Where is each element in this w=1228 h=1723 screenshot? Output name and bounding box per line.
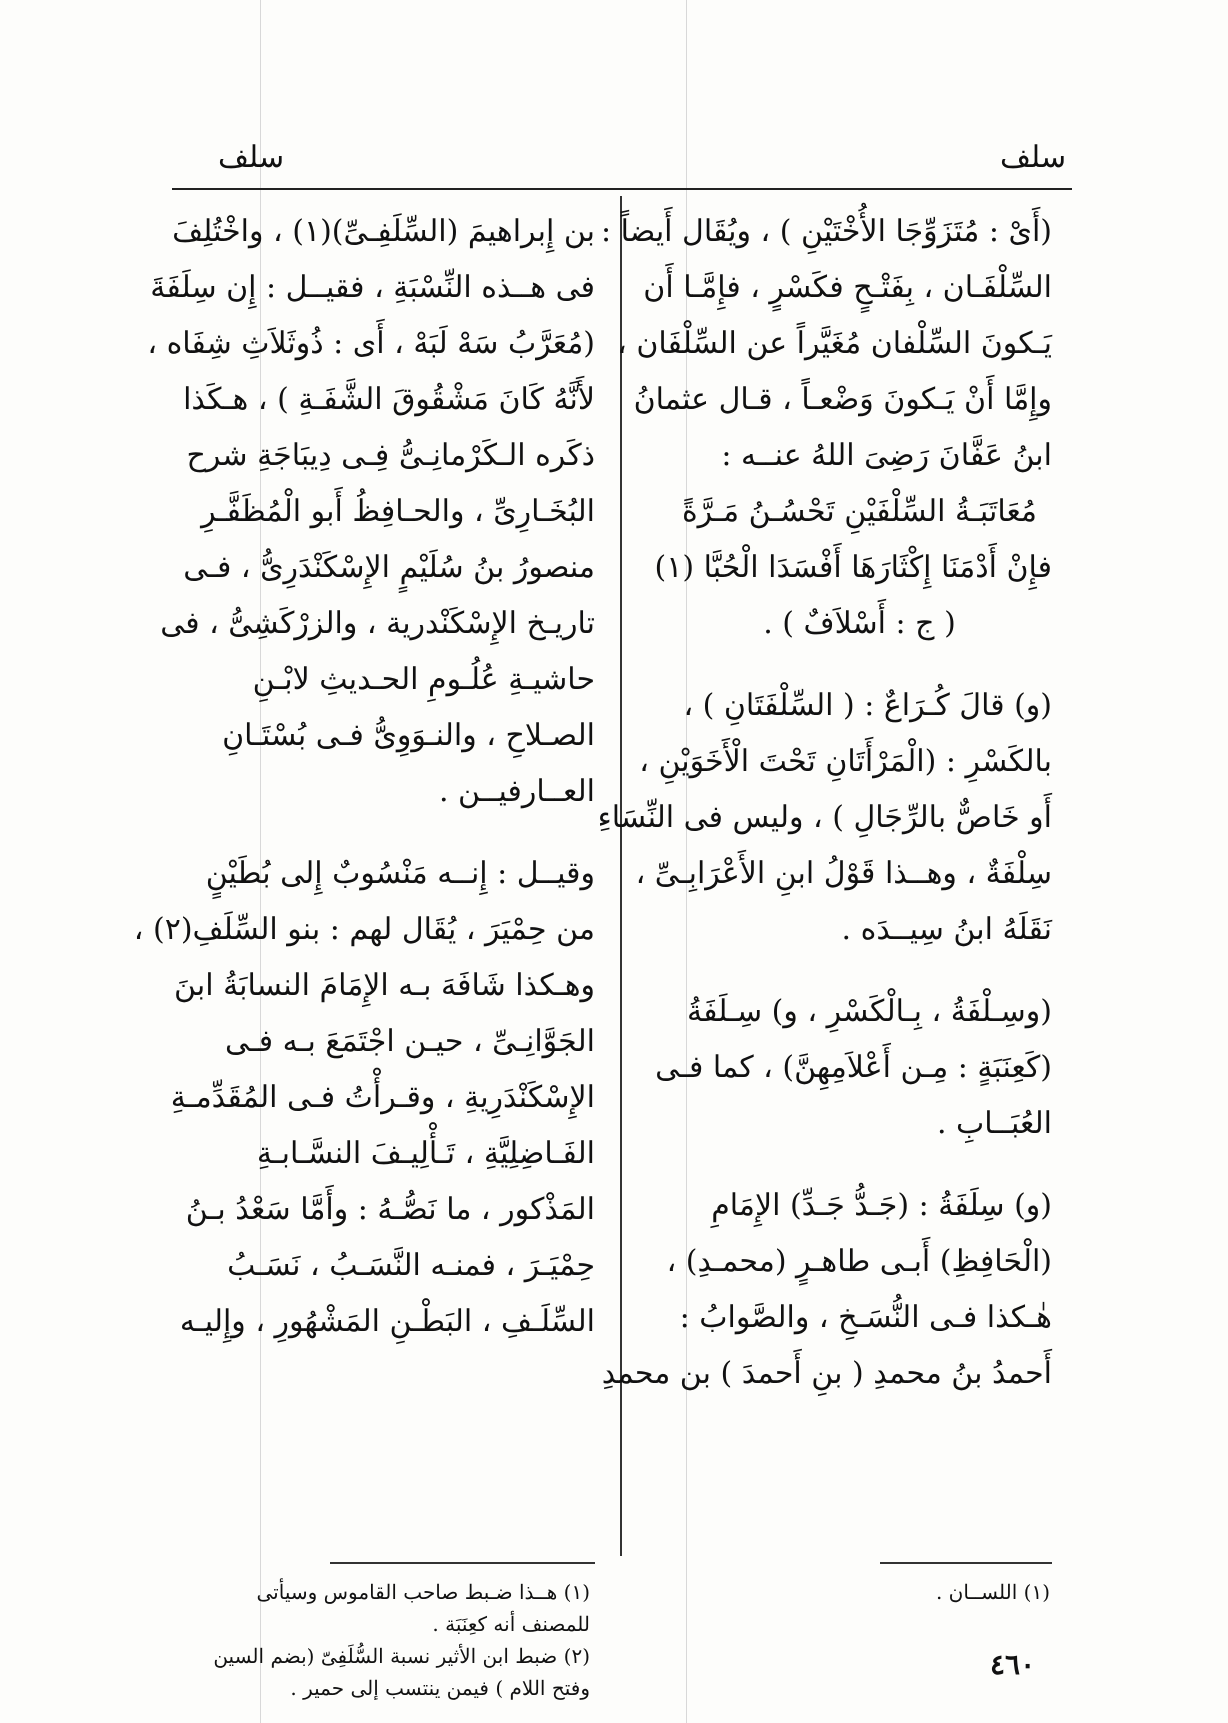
page-number: ٤٦٠ [990, 1648, 1036, 1681]
text-line: السِّلَـفِ ، البَطْـنِ المَشْهُورِ ، وإِليـه [179, 1304, 595, 1339]
text-line: بن إِبراهيمَ (السِّلَفِـىِّ)(١) ، واخْتُلِفَ [172, 214, 595, 249]
text-line: العــارفيــن . [438, 774, 595, 809]
text-line: وإِمَّا أَنْ يَـكونَ وَضْعـاً ، قـال عثمانُ [633, 382, 1052, 417]
footnote-line: للمصنف أنه كعِنَبَة . [432, 1612, 590, 1636]
footnotes-left [150, 1576, 590, 1704]
text-line: (كَعِنَبَةٍ : مِـن أَعْلاَمِهِنَّ) ، كما فـى [655, 1050, 1052, 1085]
text-line: يَـكونَ السِّلْفان مُغَيَّراً عن السِّلْفَان ، [617, 326, 1052, 361]
text-line: الصـلاحِ ، والنـوَوِىُّ فـى بُسْتَـانِ [222, 718, 595, 753]
footnote-line: وفتح اللام ) فيمن ينتسب إلى حمير . [290, 1676, 590, 1700]
footnotes-right [860, 1576, 1050, 1608]
text-line: السِّلْفَـان ، بِفَتْـحٍ فكَسْرٍ ، فإِمَّـا أَن [643, 270, 1052, 305]
text-line: (أَىْ : مُتَزَوِّجَا الأُخْتَيْنِ ) ، ويُقَال أَيضاً : [601, 214, 1052, 249]
text-line: بالكَسْرِ : (الْمَرْأَتَانِ تَحْتَ الْأَخَوَيْنِ ، [639, 744, 1052, 779]
header-rule [172, 188, 1072, 190]
text-line: (الْحَافِظِ) أَبـى طاهـرٍ (محمـدِ) ، [666, 1244, 1052, 1279]
left-column [133, 204, 595, 1350]
text-line: تاريـخ الإِسْكَنْدرية ، والزرْكَشِىُّ ، فى [160, 606, 595, 641]
verse-line: مُعَاتَبَـةُ السِّلْفَيْنِ تَحْسُـنُ مَـرَّةً [681, 494, 1038, 529]
text-line: البُخَـارِىِّ ، والحـافِظُ أَبو الْمُظَفَّـرِ [201, 494, 595, 529]
text-line: حاشيـةِ عُلُـومِ الحـديثِ لابْـنِ [252, 662, 595, 697]
text-line: أَو خَاصٌّ بالرِّجَالِ ) ، وليس فى النِّسَاءِ [597, 800, 1052, 835]
text-line: لأَنَّهُ كَانَ مَشْقُوقَ الشَّفَـةِ ) ، هـكَذا [183, 382, 595, 417]
text-line: (و) سِلَفَةُ : (جَـدُّ جَـدِّ) الإِمَامِ [711, 1188, 1052, 1223]
footnote-rule-right [880, 1562, 1052, 1564]
text-line: أَحمدُ بنُ محمدِ ( بنِ أَحمدَ ) بن محمدِ [601, 1356, 1052, 1391]
text-line: هٰـكذا فـى النُّسَـخِ ، والصَّوابُ : [679, 1300, 1052, 1335]
text-line: من حِمْيَرَ ، يُقَال لهم : بنو السِّلَفِ(٢) ، [133, 912, 595, 947]
text-line: (و) قالَ كُـرَاعٌ : ( السِّلْفَتَانِ ) ، [683, 688, 1052, 723]
verse-line: فإِنْ أَدْمَنَا إِكْثَارَهَا أَفْسَدَا الْحُبَّا (١) [654, 550, 1052, 585]
text-line: ابنُ عَفَّانَ رَضِىَ اللهُ عنــه : [721, 438, 1052, 473]
text-line: (وسِـلْفَةُ ، بِـالْكَسْرِ ، و) سِـلَفَةُ [687, 994, 1052, 1029]
text-line: الإِسْكَنْدَرِيةِ ، وقـرأْتُ فـى المُقَدِّمـةِ [170, 1080, 595, 1115]
footnote-line: (٢) ضبط ابن الأثير نسبة السُّلَفِىّ (بضم السين [213, 1644, 590, 1668]
right-column [597, 204, 1052, 1402]
header-word-left: سلف [218, 140, 285, 175]
text-line: الفَـاضِلِيَّةِ ، تَـأْلِيـفَ النسَّـابـةِ [256, 1136, 595, 1171]
text-line: سِلْفَةٌ ، وهــذا قَوْلُ ابنِ الأَعْرَابِـىِّ ، [635, 856, 1052, 891]
text-line: ذكَره الـكَرْمانِـىُّ فِـى دِيبَاجَةِ شرح [186, 438, 595, 473]
text-line: وهـكذا شَافَهَ بـه الإِمَامَ النسابَةُ ابنَ [174, 968, 595, 1003]
text-line: حِمْيَـرَ ، فمنـه النَّسَـبُ ، نَسَـبُ [227, 1248, 595, 1283]
footnote-line: (١) اللســان . [935, 1580, 1050, 1604]
text-line: الجَوَّانِـىِّ ، حيـن اجْتَمَعَ بـه فـى [224, 1024, 595, 1059]
text-line: (مُعَرَّبُ سَهْ لَبَهْ ، أَى : ذُوثَلاَثِ شِفَاه ، [147, 326, 595, 361]
text-line: فى هــذه النِّسْبَةِ ، فقيــل : إِن سِلَفَةَ [150, 270, 595, 305]
header-word-right: سلف [1000, 140, 1067, 175]
text-line: العُبَــابِ . [936, 1106, 1052, 1141]
text-line: نَقَلَهُ ابنُ سِيــدَه . [841, 912, 1052, 947]
text-line: المَذْكور ، ما نَصُّـهُ : وأَمَّا سَعْدُ بـنُ [185, 1192, 595, 1227]
footnote-rule-left [330, 1562, 595, 1564]
text-line: منصورُ بنُ سُلَيْمٍ الإِسْكَنْدَرِىُّ ، فـى [183, 550, 595, 585]
footnote-line: (١) هــذا ضـبط صاحب القاموس وسيأتى [256, 1580, 590, 1604]
text-line: وقيــل : إِنــه مَنْسُوبٌ إِلى بُطَيْنٍ [205, 856, 595, 891]
text-line: ( ج : أَسْلاَفٌ ) . [763, 606, 956, 641]
